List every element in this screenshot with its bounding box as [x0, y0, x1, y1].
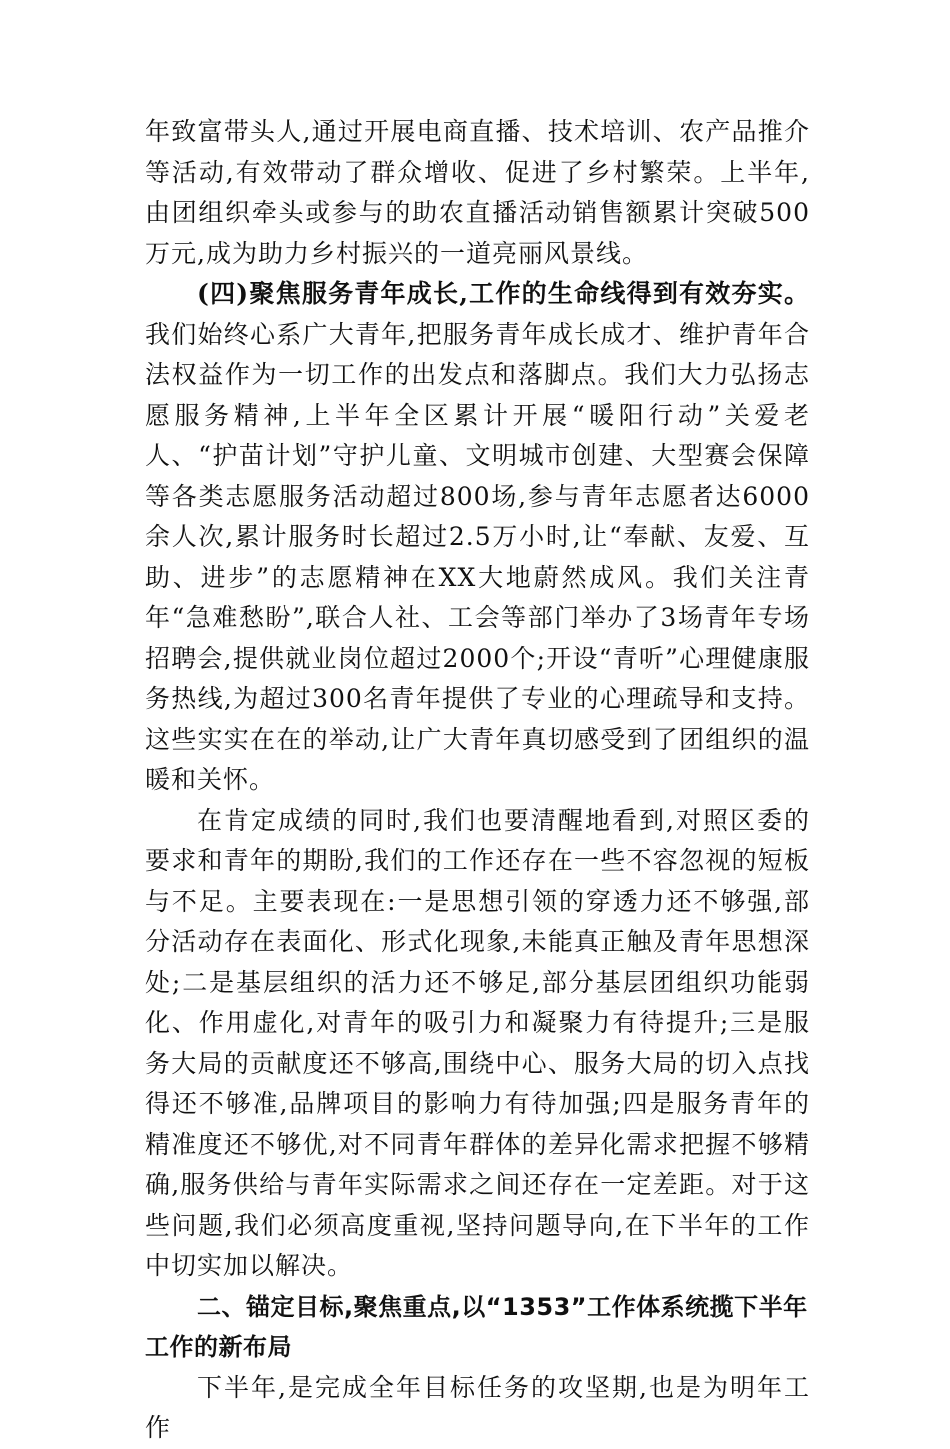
- section-subheading: (四)聚焦服务青年成长,工作的生命线得到有效夯实。: [197, 279, 810, 308]
- paragraph-text: 我们始终心系广大青年,把服务青年成长成才、维护青年合法权益作为一切工作的出发点和落脚点。我们大力弘扬志愿服务精神,上半年全区累计开展“暖阳行动”关爱老人、“护苗计划”守护儿童、文明城市创建、大型赛会保障等各类志愿服务活动超过800场,参与青年志愿者达6000余人次,累计服务时长超过2.5万小时,让“奉献、友爱、互助、进步”的志愿精神在XX大地蔚然成风。我们关注青年“急难愁盼”,联合人社、工会等部门举办了3场青年专场招聘会,提供就业岗位超过2000个;开设“青听”心理健康服务热线,为超过300名青年提供了专业的心理疏导和支持。这些实实在在的举动,让广大青年真切感受到了团组织的温暖和关怀。: [145, 319, 810, 794]
- paragraph-second-half: [145, 1368, 810, 1449]
- paragraph-text: 下半年,是完成全年目标任务的攻坚期,也是为明年工作: [145, 1372, 810, 1442]
- section-heading: 二、锚定目标,聚焦重点,以“1353”工作体系统揽下半年工作的新布局: [145, 1292, 808, 1361]
- paragraph-shortcomings: [145, 801, 810, 1287]
- paragraph-text: 年致富带头人,通过开展电商直播、技术培训、农产品推介等活动,有效带动了群众增收、促进了乡村繁荣。上半年,由团组织牵头或参与的助农直播活动销售额累计突破500万元,成为助力乡村振兴的一道亮丽风景线。: [145, 117, 810, 268]
- paragraph-youth-service: [145, 274, 810, 801]
- document-page: [145, 112, 810, 1449]
- paragraph-rural-livestream: [145, 112, 810, 274]
- paragraph-text: 在肯定成绩的同时,我们也要清醒地看到,对照区委的要求和青年的期盼,我们的工作还存在一些不容忽视的短板与不足。主要表现在:一是思想引领的穿透力还不够强,部分活动存在表面化、形式化现象,未能真正触及青年思想深处;二是基层组织的活力还不够足,部分基层团组织功能弱化、作用虚化,对青年的吸引力和凝聚力有待提升;三是服务大局的贡献度还不够高,围绕中心、服务大局的切入点找得还不够准,品牌项目的影响力有待加强;四是服务青年的精准度还不够优,对不同青年群体的差异化需求把握不够精确,服务供给与青年实际需求之间还存在一定差距。对于这些问题,我们必须高度重视,坚持问题导向,在下半年的工作中切实加以解决。: [145, 805, 810, 1280]
